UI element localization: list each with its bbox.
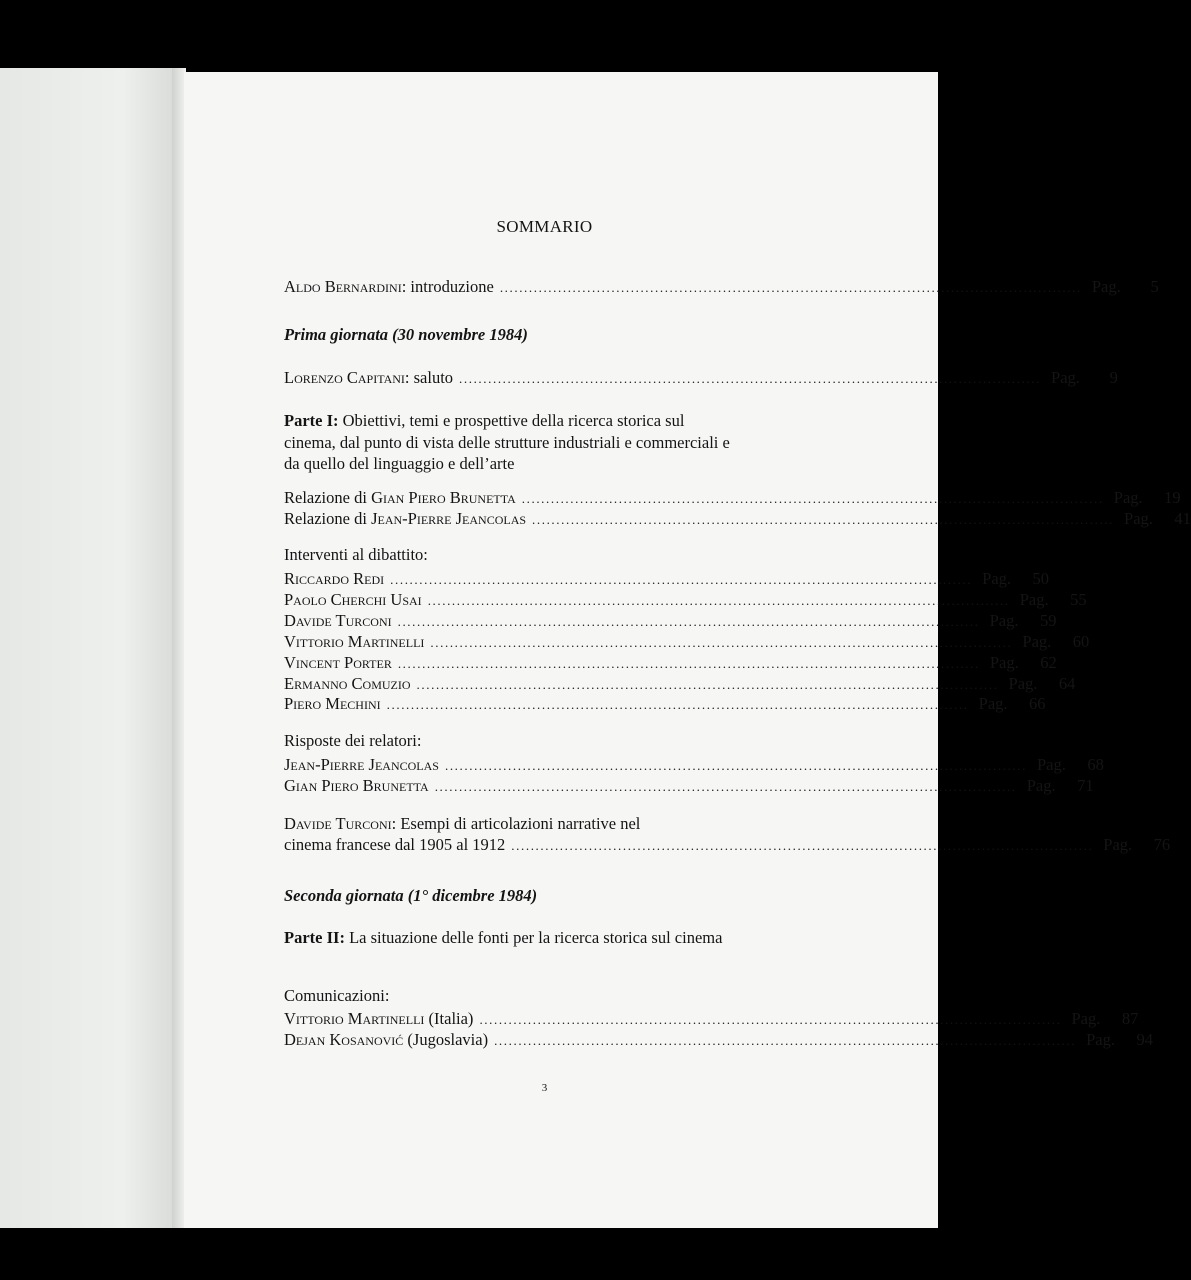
page-number-ref: 41 bbox=[1174, 509, 1191, 528]
author-name: Paolo Cherchi Usai bbox=[284, 590, 422, 609]
page-label: Pag. bbox=[989, 611, 1019, 630]
part-label: Parte II: bbox=[284, 928, 345, 947]
risposte-label: Risposte dei relatori: bbox=[284, 731, 422, 750]
entry-suffix: (Jugoslavia) bbox=[403, 1030, 489, 1049]
page-number-ref: 68 bbox=[1087, 755, 1104, 774]
leader-dots: ........................................................................................................................ bbox=[521, 491, 1104, 506]
page-number-ref: 59 bbox=[1039, 611, 1057, 630]
entry-prefix: Relazione di bbox=[284, 488, 372, 507]
leader-dots: ........................................................................................................................ bbox=[511, 838, 1094, 853]
day-two-title: Seconda giornata (1° dicembre 1984) bbox=[284, 886, 538, 905]
entry-prefix: Relazione di bbox=[284, 509, 372, 528]
author-name: Gian Piero Brunetta bbox=[371, 488, 516, 507]
left-page bbox=[0, 68, 176, 1228]
toc-entry-intervento bbox=[284, 589, 1087, 611]
leader-dots: ........................................................................................................................ bbox=[459, 371, 1042, 386]
page-number-ref: 64 bbox=[1058, 674, 1076, 693]
leader-dots: ........................................................................................................................ bbox=[427, 593, 1010, 608]
right-page bbox=[184, 72, 1191, 1228]
leader-dots: ........................................................................................................................ bbox=[430, 635, 1013, 650]
page-number-ref: 5 bbox=[1150, 277, 1159, 296]
leader-dots: ........................................................................................................................ bbox=[397, 656, 980, 671]
page-number-ref: 9 bbox=[1109, 368, 1118, 387]
page-label: Pag. bbox=[989, 653, 1019, 672]
toc-entry-risposta bbox=[284, 754, 1104, 776]
part-one-description bbox=[284, 410, 734, 475]
part-label: Parte I: bbox=[284, 411, 339, 430]
leader-dots: ........................................................................................................................ bbox=[416, 677, 999, 692]
page-label: Pag. bbox=[1026, 776, 1056, 795]
page-label: Pag. bbox=[1071, 1009, 1101, 1028]
author-name: Piero Mechini bbox=[284, 694, 381, 713]
author-name: Vittorio Martinelli bbox=[284, 1009, 425, 1028]
page-label: Pag. bbox=[982, 569, 1012, 588]
page-title: SOMMARIO bbox=[496, 217, 593, 236]
toc-entry-saluto bbox=[284, 367, 1118, 389]
page-label: Pag. bbox=[978, 694, 1008, 713]
leader-dots: ........................................................................................................................ bbox=[479, 1012, 1062, 1027]
part-text: La situazione delle fonti per la ricerca storica sul cinema bbox=[349, 928, 723, 947]
page-number-ref: 71 bbox=[1077, 776, 1094, 795]
entry-title: : introduzione bbox=[401, 277, 494, 296]
entry-suffix: (Italia) bbox=[424, 1009, 474, 1028]
author-name: Gian Piero Brunetta bbox=[284, 776, 429, 795]
leader-dots: ........................................................................................................................ bbox=[434, 779, 1017, 794]
comunicazioni-label: Comunicazioni: bbox=[284, 986, 390, 1005]
page-number-ref: 55 bbox=[1070, 590, 1087, 609]
author-name: Davide Turconi bbox=[284, 611, 392, 630]
page-number-ref: 19 bbox=[1164, 488, 1181, 507]
page-label: Pag. bbox=[1113, 488, 1143, 507]
page-number-ref: 50 bbox=[1032, 569, 1050, 588]
toc-entry-intervento bbox=[284, 568, 1050, 590]
page-number-ref: 76 bbox=[1153, 835, 1171, 854]
toc-entry-intervento bbox=[284, 631, 1090, 653]
part-two-description bbox=[284, 927, 729, 948]
leader-dots: ........................................................................................................................ bbox=[499, 280, 1082, 295]
page-label: Pag. bbox=[1086, 1030, 1115, 1049]
page-label: Pag. bbox=[1019, 590, 1049, 609]
page-number-ref: 87 bbox=[1121, 1009, 1139, 1028]
author-name: Dejan Kosanović bbox=[284, 1030, 404, 1049]
page-number-ref: 60 bbox=[1072, 632, 1090, 651]
page-number-ref: 62 bbox=[1040, 653, 1057, 672]
leader-dots: ........................................................................................................................ bbox=[386, 697, 969, 712]
author-name: Vincent Porter bbox=[284, 653, 392, 672]
page-label: Pag. bbox=[1008, 674, 1038, 693]
page-number-ref: 94 bbox=[1136, 1030, 1153, 1049]
leader-dots: ........................................................................................................................ bbox=[532, 512, 1115, 527]
page-label: Pag. bbox=[1022, 632, 1052, 651]
toc-entry-turconi bbox=[284, 813, 1171, 856]
page-label: Pag. bbox=[1051, 368, 1080, 387]
entry-title-line1: : Esempi di articolazioni narrative nel bbox=[391, 814, 641, 833]
leader-dots: ........................................................................................................................ bbox=[390, 572, 973, 587]
author-name: Lorenzo Capitani bbox=[284, 368, 405, 387]
author-name: Aldo Bernardini bbox=[284, 277, 402, 296]
toc-entry-comunicazione bbox=[284, 1008, 1139, 1030]
entry-title-line2: cinema francese dal 1905 al 1912 bbox=[284, 835, 506, 854]
toc-entry-comunicazione bbox=[284, 1029, 1153, 1051]
leader-dots: ........................................................................................................................ bbox=[397, 614, 980, 629]
page-label: Pag. bbox=[1124, 509, 1153, 528]
author-name: Ermanno Comuzio bbox=[284, 674, 411, 693]
interventi-label: Interventi al dibattito: bbox=[284, 545, 428, 564]
leader-dots: ........................................................................................................................ bbox=[494, 1033, 1077, 1048]
page-label: Pag. bbox=[1091, 277, 1121, 296]
toc-entry-intervento bbox=[284, 693, 1046, 715]
toc-entry-relazione-2 bbox=[284, 508, 1191, 530]
toc-entry-intro bbox=[284, 276, 1159, 298]
day-one-title: Prima giornata (30 novembre 1984) bbox=[284, 325, 528, 344]
toc-entry-intervento bbox=[284, 652, 1057, 674]
toc-entry-intervento bbox=[284, 610, 1057, 632]
author-name: Jean-Pierre Jeancolas bbox=[371, 509, 527, 528]
toc-entry-intervento bbox=[284, 673, 1076, 695]
leader-dots: ........................................................................................................................ bbox=[444, 758, 1027, 773]
author-name: Riccardo Redi bbox=[284, 569, 385, 588]
author-name: Davide Turconi bbox=[284, 814, 392, 833]
part-text: Obiettivi, temi e prospettive della ricerca storica sul cinema, dal punto di vista delle strutture industriali e commerciali e da quello del linguaggio e dell’arte bbox=[284, 411, 730, 473]
author-name: Vittorio Martinelli bbox=[284, 632, 425, 651]
entry-title: : saluto bbox=[404, 368, 454, 387]
page-number-ref: 66 bbox=[1029, 694, 1046, 713]
page-label: Pag. bbox=[1036, 755, 1066, 774]
toc-entry-relazione-1 bbox=[284, 487, 1181, 509]
folio: 3 bbox=[541, 1082, 548, 1094]
toc-entry-risposta bbox=[284, 775, 1094, 797]
author-name: Jean-Pierre Jeancolas bbox=[284, 755, 439, 774]
page-label: Pag. bbox=[1103, 835, 1133, 854]
